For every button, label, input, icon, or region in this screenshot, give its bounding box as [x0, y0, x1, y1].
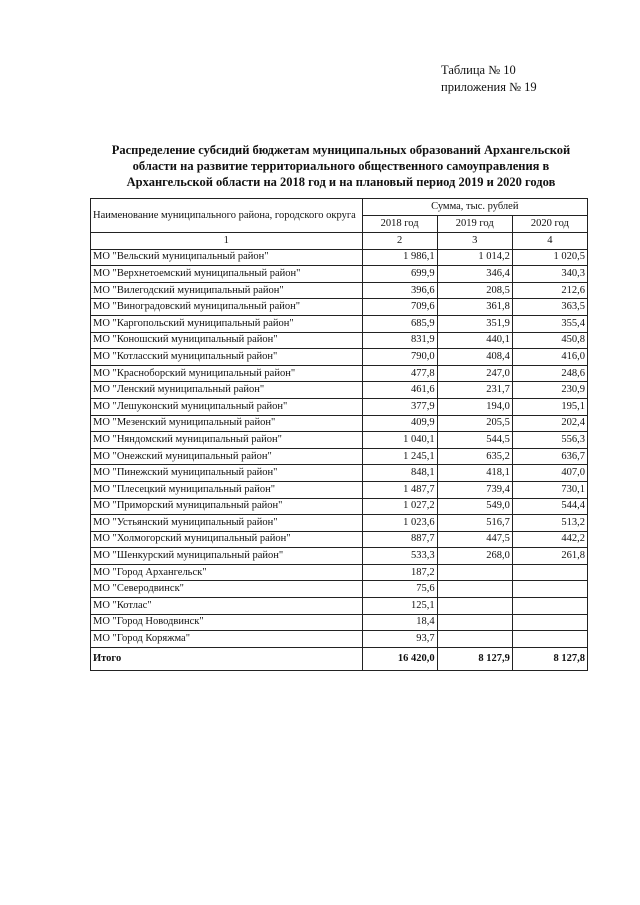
amount-2019: 208,5	[437, 282, 512, 299]
amount-2019	[437, 598, 512, 615]
amount-2019: 408,4	[437, 349, 512, 366]
table-row	[91, 614, 588, 631]
amount-2020	[512, 581, 587, 598]
table-row	[91, 315, 588, 332]
amount-2018: 477,8	[362, 365, 437, 382]
amount-2018: 125,1	[362, 598, 437, 615]
amount-2018: 887,7	[362, 531, 437, 548]
column-number: 1	[91, 233, 363, 250]
municipality-name: МО "Виноградовский муниципальный район"	[91, 299, 363, 316]
amount-2019: 1 014,2	[437, 249, 512, 266]
column-number: 2	[362, 233, 437, 250]
amount-2019: 194,0	[437, 398, 512, 415]
year-header-2020: 2020 год	[512, 216, 587, 233]
title-line-1: Распределение субсидий бюджетам муниципальных образований Архангельской	[111, 143, 571, 157]
amount-2018: 396,6	[362, 282, 437, 299]
title-line-3: Архангельской области на 2018 год и на плановый период 2019 и 2020 годов	[126, 175, 556, 189]
municipality-column-header: Наименование муниципального района, городского округа	[91, 199, 363, 233]
amount-2020: 407,0	[512, 465, 587, 482]
amount-2019: 440,1	[437, 332, 512, 349]
municipality-name: МО "Город Архангельск"	[91, 564, 363, 581]
table-row	[91, 266, 588, 283]
amount-2020: 636,7	[512, 448, 587, 465]
amount-2019: 268,0	[437, 548, 512, 565]
table-row	[91, 365, 588, 382]
table-row	[91, 349, 588, 366]
document-title	[96, 142, 586, 190]
amount-2019: 447,5	[437, 531, 512, 548]
municipality-name: МО "Коношский муниципальный район"	[91, 332, 363, 349]
municipality-name: МО "Онежский муниципальный район"	[91, 448, 363, 465]
municipality-name: МО "Верхнетоемский муниципальный район"	[91, 266, 363, 283]
amount-2020: 195,1	[512, 398, 587, 415]
amount-2020: 202,4	[512, 415, 587, 432]
amount-2018: 1 487,7	[362, 481, 437, 498]
amount-2019: 247,0	[437, 365, 512, 382]
amount-2020: 261,8	[512, 548, 587, 565]
title-line-2: области на развитие территориального общественного самоуправления в	[132, 159, 550, 173]
municipality-name: МО "Шенкурский муниципальный район"	[91, 548, 363, 565]
table-row	[91, 415, 588, 432]
table-row	[91, 631, 588, 648]
amount-2018: 461,6	[362, 382, 437, 399]
municipality-name: МО "Котласский муниципальный район"	[91, 349, 363, 366]
amount-2018: 75,6	[362, 581, 437, 598]
amount-2019: 516,7	[437, 515, 512, 532]
amount-2018: 1 027,2	[362, 498, 437, 515]
amount-2019: 739,4	[437, 481, 512, 498]
amount-2018: 831,9	[362, 332, 437, 349]
table-row	[91, 299, 588, 316]
municipality-name: МО "Пинежский муниципальный район"	[91, 465, 363, 482]
amount-2018: 1 040,1	[362, 432, 437, 449]
municipality-name: МО "Вилегодский муниципальный район"	[91, 282, 363, 299]
municipality-name: МО "Каргопольский муниципальный район"	[91, 315, 363, 332]
column-number: 4	[512, 233, 587, 250]
table-number: Таблица № 10	[441, 63, 516, 77]
amount-2020: 248,6	[512, 365, 587, 382]
amount-2018: 709,6	[362, 299, 437, 316]
amount-2020: 1 020,5	[512, 249, 587, 266]
amount-2020: 450,8	[512, 332, 587, 349]
column-number: 3	[437, 233, 512, 250]
table-row	[91, 398, 588, 415]
amount-2019: 635,2	[437, 448, 512, 465]
amount-2018: 685,9	[362, 315, 437, 332]
table-row	[91, 548, 588, 565]
amount-2020: 544,4	[512, 498, 587, 515]
amount-2020: 513,2	[512, 515, 587, 532]
municipality-name: МО "Город Новодвинск"	[91, 614, 363, 631]
amount-2019: 418,1	[437, 465, 512, 482]
municipality-name: МО "Ленский муниципальный район"	[91, 382, 363, 399]
column-number-row	[91, 233, 588, 250]
municipality-name: МО "Город Коряжма"	[91, 631, 363, 648]
amount-2019: 346,4	[437, 266, 512, 283]
table-row	[91, 432, 588, 449]
amount-2018: 848,1	[362, 465, 437, 482]
table-row	[91, 598, 588, 615]
table-reference	[441, 62, 537, 96]
amount-2020: 556,3	[512, 432, 587, 449]
amount-2018: 1 023,6	[362, 515, 437, 532]
amount-2019: 361,8	[437, 299, 512, 316]
amount-2018: 377,9	[362, 398, 437, 415]
municipality-name: МО "Приморский муниципальный район"	[91, 498, 363, 515]
municipality-name: МО "Котлас"	[91, 598, 363, 615]
table-row	[91, 581, 588, 598]
municipality-name: МО "Плесецкий муниципальный район"	[91, 481, 363, 498]
municipality-name: МО "Мезенский муниципальный район"	[91, 415, 363, 432]
municipality-name: МО "Вельский муниципальный район"	[91, 249, 363, 266]
municipality-name: МО "Лешуконский муниципальный район"	[91, 398, 363, 415]
table-row	[91, 382, 588, 399]
amount-2020	[512, 598, 587, 615]
amount-2018: 699,9	[362, 266, 437, 283]
municipality-name: МО "Красноборский муниципальный район"	[91, 365, 363, 382]
amount-2018: 18,4	[362, 614, 437, 631]
subsidy-table	[90, 198, 588, 671]
amount-2019: 549,0	[437, 498, 512, 515]
amount-2020: 230,9	[512, 382, 587, 399]
amount-2018: 1 245,1	[362, 448, 437, 465]
table-row	[91, 564, 588, 581]
amount-2020: 442,2	[512, 531, 587, 548]
amount-2018: 533,3	[362, 548, 437, 565]
amount-2018: 790,0	[362, 349, 437, 366]
table-row	[91, 465, 588, 482]
year-header-2019: 2019 год	[437, 216, 512, 233]
table-row	[91, 515, 588, 532]
amount-2019	[437, 631, 512, 648]
amount-2020: 355,4	[512, 315, 587, 332]
amount-2019: 351,9	[437, 315, 512, 332]
amount-2018: 1 986,1	[362, 249, 437, 266]
amount-2019: 231,7	[437, 382, 512, 399]
amount-2018: 93,7	[362, 631, 437, 648]
table-row	[91, 531, 588, 548]
subsidy-table-body	[91, 199, 588, 671]
table-row	[91, 282, 588, 299]
table-row	[91, 249, 588, 266]
sum-column-header: Сумма, тыс. рублей	[362, 199, 587, 216]
amount-2019	[437, 614, 512, 631]
appendix-number: приложения № 19	[441, 80, 537, 94]
amount-2020	[512, 564, 587, 581]
table-row	[91, 498, 588, 515]
table-row	[91, 332, 588, 349]
amount-2019: 205,5	[437, 415, 512, 432]
amount-2020	[512, 614, 587, 631]
municipality-name: МО "Холмогорский муниципальный район"	[91, 531, 363, 548]
amount-2020: 340,3	[512, 266, 587, 283]
total-label: Итого	[91, 647, 363, 670]
table-row	[91, 448, 588, 465]
total-2018: 16 420,0	[362, 647, 437, 670]
amount-2020	[512, 631, 587, 648]
total-2020: 8 127,8	[512, 647, 587, 670]
total-2019: 8 127,9	[437, 647, 512, 670]
amount-2020: 212,6	[512, 282, 587, 299]
table-row	[91, 481, 588, 498]
year-header-2018: 2018 год	[362, 216, 437, 233]
municipality-name: МО "Няндомский муниципальный район"	[91, 432, 363, 449]
municipality-name: МО "Устьянский муниципальный район"	[91, 515, 363, 532]
municipality-name: МО "Северодвинск"	[91, 581, 363, 598]
header-row	[91, 199, 588, 216]
total-row	[91, 647, 588, 670]
amount-2018: 187,2	[362, 564, 437, 581]
amount-2019	[437, 564, 512, 581]
amount-2020: 730,1	[512, 481, 587, 498]
amount-2020: 416,0	[512, 349, 587, 366]
amount-2020: 363,5	[512, 299, 587, 316]
amount-2019: 544,5	[437, 432, 512, 449]
amount-2019	[437, 581, 512, 598]
amount-2018: 409,9	[362, 415, 437, 432]
